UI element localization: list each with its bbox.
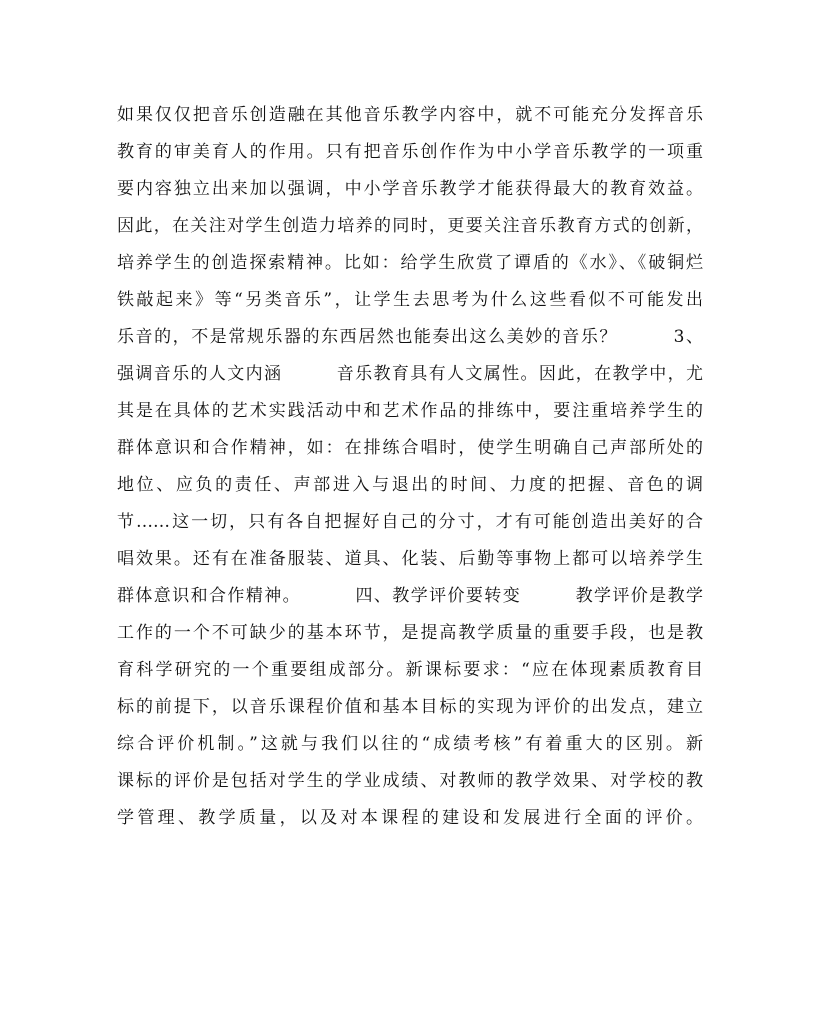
- body-text: [117, 97, 703, 837]
- text-line: 教育的审美育人的作用。只有把音乐创作作为中小学音乐教学的一项重: [117, 142, 703, 162]
- text-line: 其是在具体的艺术实践活动中和艺术作品的排练中，要注重培养学生的: [117, 401, 703, 421]
- text-line: 地位、应负的责任、声部进入与退出的时间、力度的把握、音色的调: [117, 475, 703, 495]
- text-line: 课标的评价是包括对学生的学业成绩、对教师的教学效果、对学校的教: [117, 771, 703, 791]
- text-line: 要内容独立出来加以强调，中小学音乐教学才能获得最大的教育效益。: [117, 179, 703, 199]
- text-line: 标的前提下，以音乐课程价值和基本目标的实现为评价的出发点，建立: [117, 697, 703, 717]
- text-line: 乐音的，不是常规乐器的东西居然也能奏出这么美妙的音乐？ 3、: [117, 327, 703, 347]
- text-line: 培养学生的创造探索精神。比如：给学生欣赏了谭盾的《水》、《破铜烂: [117, 253, 703, 273]
- text-line: 群体意识和合作精神。 四、教学评价要转变 教学评价是教学: [117, 586, 703, 606]
- text-line: 如果仅仅把音乐创造融在其他音乐教学内容中，就不可能充分发挥音乐: [117, 105, 703, 125]
- text-line: 唱效果。还有在准备服装、道具、化装、后勤等事物上都可以培养学生: [117, 549, 703, 569]
- text-line: 工作的一个不可缺少的基本环节，是提高教学质量的重要手段，也是教: [117, 623, 703, 643]
- text-line: 综合评价机制。”这就与我们以往的“成绩考核”有着重大的区别。新: [117, 734, 703, 754]
- text-line: 强调音乐的人文内涵 音乐教育具有人文属性。因此，在教学中，尤: [117, 364, 703, 384]
- text-line: 育科学研究的一个重要组成部分。新课标要求：“应在体现素质教育目: [117, 660, 703, 680]
- text-line: 节……这一切，只有各自把握好自己的分寸，才有可能创造出美好的合: [117, 512, 703, 532]
- text-line: 因此，在关注对学生创造力培养的同时，更要关注音乐教育方式的创新，: [117, 216, 703, 236]
- text-line: 学管理、教学质量，以及对本课程的建设和发展进行全面的评价。: [117, 808, 703, 828]
- text-line: 铁敲起来》等“另类音乐”，让学生去思考为什么这些看似不可能发出: [117, 290, 703, 310]
- text-line: 群体意识和合作精神，如：在排练合唱时，使学生明确自己声部所处的: [117, 438, 703, 458]
